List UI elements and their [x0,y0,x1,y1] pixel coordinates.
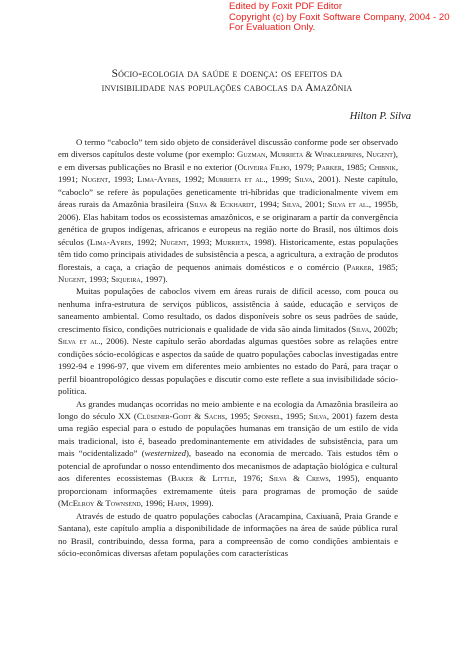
watermark-line-3: For Evaluation Only. [229,22,316,34]
text-run: , 1992; [131,236,160,247]
text-run: Muitas populações de caboclos vivem em áreas rurais de difícil acesso, com pouca ou nenhuma infra-estrutura de serviços públicos, assistência à saúde, educação e serviços de saneamento ambiental. Como resultado, os dados disponíveis sobre os seus padrões de saúde, crescimento físico, condições nutricionais e qualidade de vida são ainda limitados ( [58,286,398,334]
citation: Chibnik [368,161,396,172]
citation: Silva [282,199,300,210]
text-run: , 1992; [178,174,208,185]
text-run: , 1995), enquanto proporcionam informações extremamente úteis para programas de promoção de saúde ( [58,473,398,509]
text-run: , 1991; [58,161,399,185]
text-run: ), e em diversas publicações no Brasil e no exterior ( [58,149,398,172]
citation: Silva & Eckhardt [189,199,255,210]
chapter-title-line-1: Sócio-ecologia da saúde e doença: os efeitos da [111,68,343,80]
citation: Nugent [81,174,109,185]
text-run: , 1995; [225,410,254,421]
text-run: As grandes mudanças ocorridas no meio ambiente e na ecologia da Amazônia brasileira ao longo do século XX ( [58,398,398,421]
citation: Hahn [167,498,187,509]
chapter-title [40,67,414,96]
citation: Baker & Little [170,473,235,484]
citation: Siqueira [111,273,141,284]
text-run: , 1995b, 2006). Elas habitam todos os ecossistemas amazônicos, e se originaram a partir da convergência genética de grupos indígenas, africanos e europeus na região norte do Brasil, nos últimos dois séculos ( [58,199,399,247]
text-run: , 1997). [140,273,168,284]
text-run: , 1994; [254,199,283,210]
text-run: , 1985; [341,161,369,172]
citation: Sponsel [253,410,281,421]
text-run: , 1976; [234,473,270,484]
citation: Oliveira Filho [237,161,290,172]
citation: Clüsener-Godt & Sachs [136,410,225,421]
text-run: , 1999). [186,498,214,509]
text-run: , 1996; [140,498,168,509]
citation: Lima-Ayres [137,174,179,185]
text-run: , 1995; [280,410,310,421]
watermark-line-2: Copyright (c) by Foxit Software Company, 2004 - 20 [229,11,450,23]
citation: Silva & Crews [269,473,329,484]
text-run: , 1985; [371,261,398,272]
text-run: , 2001; [299,199,328,210]
text-run: , 1993; [84,273,112,284]
citation: Murrieta et al. [207,174,266,185]
citation: Parker [346,261,372,272]
foxit-watermark [229,2,454,34]
citation: Silva [294,174,313,185]
citation: Murrieta [215,236,249,247]
text-run: , 2006). Neste capítulo serão abordadas algumas questões sobre as relações entre condições sócio-ecológicas e aspectos da saúde de quatro populações caboclas investigadas entre 1992-94 e 1996-97, que vivem em diferentes meio ambientes no estado do Pará, para traçar o perfil bioantropológico dessas populações e discutir como este reflete a sua invisibilidade sócio-política. [58,336,398,397]
watermark-line-1: Edited by Foxit PDF Editor [229,2,343,12]
citation: McElroy & Townsend [60,498,141,509]
text-run: , 1999; [265,174,295,185]
author-name: Hilton P. Silva [349,111,411,122]
paragraph [58,398,398,510]
citation: Parker [316,161,342,172]
text-run: ), baseado na economia de mercado. Tais estudos têm o potencial de aprofundar o nosso entendimento dos mecanismos de adaptação biológica e cultural aos diferentes ecossistemas ( [58,448,398,484]
body-text [58,136,398,559]
text-run: , 1993; [186,236,216,247]
chapter-title-line-2: invisibilidade nas populações caboclas da Amazônia [101,82,353,95]
paragraph [58,136,398,285]
text-run: , 1998). Historicamente, estas populações têm tido como principais atividades de subsistência a pesca, a agricultura, a extração de produtos florestais, a caça, a criação de pequenos animais domésticos e o comércio ( [58,236,398,272]
text-run: , 2002b; [369,323,398,334]
citation: Nugent [58,273,85,284]
text-run: , 2001). Neste capítulo, “caboclo” se refere às populações geneticamente tri-híbridas que tradicionalmente vivem em áreas rurais da Amazônia brasileira ( [58,174,398,210]
text-run: Através de estudo de quatro populações caboclas (Aracampina, Caxiuanã, Praia Grande e Santana), este capítulo amplia a disponibilidade de informações na área de saúde pública rural no Brasil, contribuindo, dessa forma, para a compreensão de como condições ambientais e sócio-econômicas diversas afetam populações com características [58,510,398,558]
citation: Silva et al. [327,199,369,210]
text-run: , 2001) fazem desta uma região especial para o estudo de populações humanas em transição de um estilo de vida mais tradicional, isto é, baseado predominantemente em atividades de subsistência, para um mais “ocidentalizado” ( [58,410,399,459]
text-run: , 1979; [289,161,317,172]
citation: Silva et al. [58,336,101,347]
citation: Silva [351,323,370,334]
citation: Nugent [159,236,187,247]
citation: Lima-Ayres [89,236,132,247]
italic-term: westernized [144,448,186,459]
citation: Silva [309,410,327,421]
paragraph [58,510,398,560]
paragraph [58,285,398,397]
text-run: , 1993; [108,174,138,185]
citation: Guzman, Murrieta & Winklerprins, Nugent [237,149,393,160]
text-run: O termo “caboclo” tem sido objeto de considerável discussão conforme pode ser observado em diversos capítulos deste volume (por exemplo: [58,137,398,160]
